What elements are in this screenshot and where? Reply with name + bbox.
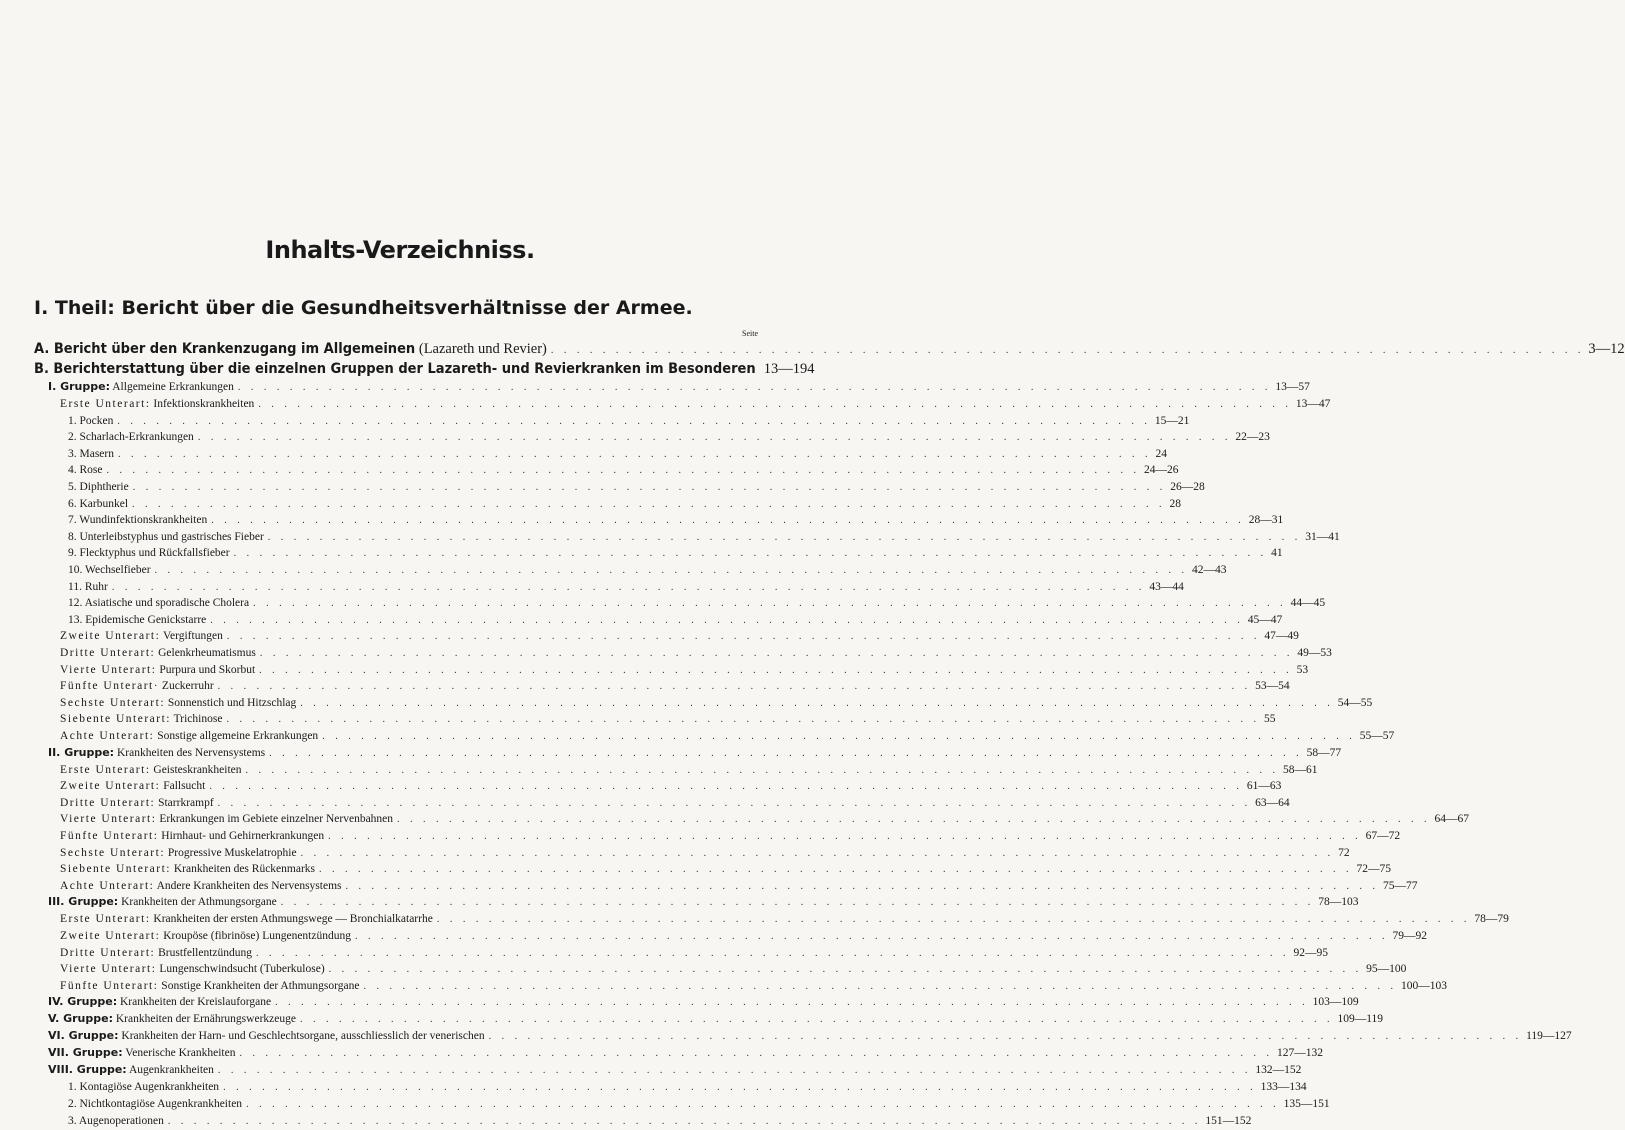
toc-entry	[0, 845, 1350, 861]
toc-entry-label	[60, 762, 242, 778]
toc-entry	[0, 359, 815, 379]
toc-entry-label	[68, 512, 207, 528]
toc-entry-prefix: Fünfte Unterart·	[60, 680, 160, 693]
toc-entry-prefix: II. Gruppe:	[48, 745, 115, 759]
dot-leader: . . . . . . . . . . . . . . . . . . . . . . . . . . . . . . . . . . . . . . . . . . . . . . . . . . . . . . . . . . . . . . . . . . . . . . . . . . . . . . . .	[245, 764, 1280, 776]
toc-entry-pages: 13—47	[1295, 398, 1331, 410]
toc-entry-pages: 43—44	[1149, 580, 1184, 593]
toc-entry-pages: 53	[1296, 663, 1309, 676]
toc-entry-label	[68, 529, 264, 545]
toc-entry-prefix: 1.	[68, 414, 77, 427]
toc-entry-label	[68, 579, 108, 595]
toc-entry-prefix: Vierte Unterart:	[60, 663, 157, 676]
dot-leader: . . . . . . . . . . . . . . . . . . . . . . . . . . . . . . . . . . . . . . . . . . . . . . . . . . . . . . . . . . . . . . . . . . . . . . . . . . . . . . . .	[217, 681, 1252, 693]
dot-leader: . . . . . . . . . . . . . . . . . . . . . . . . . . . . . . . . . . . . . . . . . . . . . . . . . . . . . . . . . . . . . . . . . . . . . . . . . . . . . . . .	[246, 1099, 1280, 1110]
toc-entry-text: Purpura und Skorbut	[159, 663, 256, 676]
dot-leader: . . . . . . . . . . . . . . . . . . . . . . . . . . . . . . . . . . . . . . . . . . . . . . . . . . . . . . . . . . . . . . . . . . . . . . . . . . . . . . . .	[397, 814, 1431, 826]
toc-entry	[0, 479, 1205, 495]
toc-entry-prefix: A. Bericht über den Krankenzugang im Allgemeinen	[34, 341, 416, 357]
toc-entry-prefix: 8.	[68, 530, 77, 543]
toc-entry-pages: 132—152	[1255, 1064, 1302, 1077]
dot-leader: . . . . . . . . . . . . . . . . . . . . . . . . . . . . . . . . . . . . . . . . . . . . . . . . . . . . . . . . . . . . . . . . . . . . . . . . . . . . . . . .	[259, 664, 1293, 676]
dot-leader: . . . . . . . . . . . . . . . . . . . . . . . . . . . . . . . . . . . . . . . . . . . . . . . . . . . . . . . . . . . . . . . . . . . . . . . . . . . . . . . .	[226, 714, 1260, 726]
toc-entry-pages: 13—194	[763, 361, 815, 377]
toc-entry-label	[60, 811, 393, 827]
toc-entry-text: Nichtkontagiöse Augenkrankheiten	[79, 1098, 243, 1110]
toc-entry-prefix: Vierte Unterart:	[60, 813, 157, 826]
toc-entry-text: Sonstige Krankheiten der Athmungsorgane	[161, 979, 360, 992]
toc-entry-text: Unterleibstyphus und gastrisches Fieber	[79, 530, 264, 543]
dot-leader: . . . . . . . . . . . . . . . . . . . . . . . . . . . . . . . . . . . . . . . . . . . . . . . . . . . . . . . . . . . . . . . . . . . . . . . . . . . . . . . .	[217, 797, 1252, 809]
toc-entry-text: Karbunkel	[79, 497, 129, 510]
toc-entry-pages: 26—28	[1170, 481, 1205, 493]
dot-leader: . . . . . . . . . . . . . . . . . . . . . . . . . . . . . . . . . . . . . . . . . . . . . . . . . . . . . . . . . . . . . . . . . . . . . . . . . . . . . . . .	[167, 1115, 1202, 1127]
dot-leader: . . . . . . . . . . . . . . . . . . . . . . . . . . . . . . . . . . . . . . . . . . . . . . . . . . . . . . . . . . . . . . . . . . . . . . . . . . . . . . . .	[436, 914, 1471, 926]
toc-entry	[0, 678, 1290, 694]
toc-entry-text: Scharlach-Erkrankungen	[79, 431, 194, 444]
toc-entry	[0, 778, 1282, 794]
dot-leader: . . . . . . . . . . . . . . . . . . . . . . . . . . . . . . . . . . . . . . . . . . . . . . . . . . . . . . . . . . . . . . . . . . . . . . . . . . . . . . . .	[267, 531, 1302, 543]
toc-entry-label	[60, 945, 252, 961]
dot-leader: . . . . . . . . . . . . . . . . . . . . . . . . . . . . . . . . . . . . . . . . . . . . . . . . . . . . . . . . . . . . . . . . . . . . . . . . . . . . . . . .	[106, 465, 1140, 477]
toc-entry-label	[68, 545, 230, 561]
toc-entry-text: Vergiftungen	[162, 630, 223, 643]
toc-entry-label	[60, 845, 297, 861]
toc-entry-label	[60, 662, 255, 678]
toc-entry-text: Ruhr	[84, 580, 108, 593]
toc-entry-label	[48, 994, 271, 1010]
toc-entry	[0, 928, 1427, 944]
toc-entry-text: Hirnhaut- und Gehirnerkrankungen	[161, 830, 325, 842]
toc-entry-prefix: Fünfte Unterart:	[60, 830, 159, 842]
toc-entry-pages: 55	[1263, 713, 1276, 726]
toc-entry-pages: 67—72	[1365, 830, 1401, 842]
toc-entry-label	[60, 695, 296, 711]
toc-entry-text: Kroupöse (fibrinöse) Lungenentzündung	[163, 930, 351, 942]
toc-entry-label	[68, 496, 128, 512]
toc-entry-prefix: Zweite Unterart:	[60, 780, 161, 793]
toc-entry-pages: 49—53	[1297, 647, 1332, 659]
toc-entry-prefix: Zweite Unterart:	[60, 630, 161, 643]
toc-entry	[0, 529, 1340, 545]
toc-entry	[0, 961, 1407, 977]
toc-entry-text: Brustfellentzündung	[158, 946, 252, 959]
toc-entry-pages: 75—77	[1383, 879, 1418, 892]
toc-entry-pages: 58—77	[1306, 746, 1342, 759]
toc-entry-text: (Lazareth und Revier)	[418, 341, 547, 357]
toc-entry	[0, 339, 1625, 359]
toc-entry-prefix: III. Gruppe:	[48, 895, 119, 909]
toc-entry	[0, 512, 1284, 528]
toc-entry-label	[68, 446, 114, 462]
dot-leader: . . . . . . . . . . . . . . . . . . . . . . . . . . . . . . . . . . . . . . . . . . . . . . . . . . . . . . . . . . . . . . . . . . . . . . . . . . . . . . . .	[256, 947, 1290, 959]
toc-entry-prefix: Siebente Unterart:	[60, 863, 171, 876]
toc-entry	[0, 711, 1276, 727]
toc-entry-pages: 133—134	[1260, 1081, 1307, 1094]
toc-entry	[0, 446, 1167, 462]
toc-entry-pages: 55—57	[1359, 730, 1395, 742]
toc-entry-label	[60, 645, 256, 661]
toc-entry-prefix: V. Gruppe:	[48, 1012, 113, 1026]
dot-leader: . . . . . . . . . . . . . . . . . . . . . . . . . . . . . . . . . . . . . . . . . . . . . . . . . . . . . . . . . . . . . . . . . . . . . . . . . . . . . . . .	[328, 964, 1363, 976]
toc-entry-label	[60, 678, 214, 694]
toc-entry-prefix: 1.	[68, 1081, 77, 1094]
dot-leader: . . . . . . . . . . . . . . . . . . . . . . . . . . . . . . . . . . . . . . . . . . . . . . . . . . . . . . . . . . . . . . . . . . . . . . . . . . . . . . . .	[223, 1082, 1257, 1094]
toc-entry-label	[60, 728, 318, 744]
toc-entry-pages: 92—95	[1293, 946, 1328, 959]
toc-entry-text: Progressive Muskelatrophie	[167, 846, 297, 859]
toc-entry-pages: 24	[1155, 447, 1167, 460]
toc-entry	[0, 628, 1299, 644]
dot-leader: . . . . . . . . . . . . . . . . . . . . . . . . . . . . . . . . . . . . . . . . . . . . . . . . . . . . . . . . . . . . . . . . . . . . . . . . . . . . . . . .	[550, 345, 1585, 356]
toc-entry-text: Infektionskrankheiten	[153, 398, 255, 410]
toc-entry-text: Krankheiten der ersten Athmungswege — Bronchialkatarrhe	[153, 913, 433, 926]
toc-entry-pages: 72—75	[1356, 863, 1392, 876]
dot-leader: . . . . . . . . . . . . . . . . . . . . . . . . . . . . . . . . . . . . . . . . . . . . . . . . . . . . . . . . . . . . . . . . . . . . . . . . . . . . . . . .	[197, 432, 1232, 444]
dot-leader: . . . . . . . . . . . . . . . . . . . . . . . . . . . . . . . . . . . . . . . . . . . . . . . . . . . . . . . . . . . . . . . . . . . . . . . . . . . . . . . .	[154, 565, 1189, 576]
toc-entry-label	[68, 1096, 242, 1112]
toc-entry-pages: 28—31	[1248, 514, 1284, 527]
dot-leader: . . . . . . . . . . . . . . . . . . . . . . . . . . . . . . . . . . . . . . . . . . . . . . . . . . . . . . . . . . . . . . . . . . . . . . . . . . . . . . . .	[345, 880, 1379, 892]
toc-entry	[0, 1079, 1307, 1095]
toc-entry-pages: 42—43	[1192, 564, 1227, 576]
toc-entry-pages: 3—12	[1588, 341, 1625, 357]
toc-entry-prefix: 3.	[68, 1114, 77, 1127]
toc-entry-prefix: 3.	[68, 447, 77, 460]
dot-leader: . . . . . . . . . . . . . . . . . . . . . . . . . . . . . . . . . . . . . . . . . . . . . . . . . . . . . . . . . . . . . . . . . . . . . . . . . . . . . . . .	[319, 864, 1353, 876]
toc-entry-text: Krankheiten des Rückenmarks	[173, 863, 316, 876]
toc-entry-text: Fallsucht	[163, 780, 206, 793]
toc-entry	[0, 994, 1359, 1010]
toc-entry-label	[60, 628, 223, 644]
toc-entry-label	[68, 479, 129, 495]
dot-leader: . . . . . . . . . . . . . . . . . . . . . . . . . . . . . . . . . . . . . . . . . . . . . . . . . . . . . . . . . . . . . . . . . . . . . . . . . . . . . . . .	[237, 382, 1272, 393]
toc-entry-label	[60, 828, 324, 844]
dot-leader: . . . . . . . . . . . . . . . . . . . . . . . . . . . . . . . . . . . . . . . . . . . . . . . . . . . . . . . . . . . . . . . . . . . . . . . . . . . . . . . .	[354, 931, 1389, 942]
toc-entry-text: Allgemeine Erkrankungen	[112, 381, 234, 393]
toc-entry-text: Krankheiten des Nervensystems	[116, 746, 266, 759]
toc-entry-text: Venerische Krankheiten	[125, 1047, 236, 1060]
toc-entry	[0, 462, 1179, 478]
toc-entry-label	[60, 396, 254, 412]
toc-entry-label	[68, 413, 113, 429]
toc-entry-text: Andere Krankheiten des Nervensystems	[156, 879, 342, 892]
toc-entry-text: Krankheiten der Ernährungswerkzeuge	[115, 1013, 296, 1026]
toc-entry-label	[60, 778, 205, 794]
dot-leader: . . . . . . . . . . . . . . . . . . . . . . . . . . . . . . . . . . . . . . . . . . . . . . . . . . . . . . . . . . . . . . . . . . . . . . . . . . . . . . . .	[363, 980, 1397, 992]
dot-leader: . . . . . . . . . . . . . . . . . . . . . . . . . . . . . . . . . . . . . . . . . . . . . . . . . . . . . . . . . . . . . . . . . . . . . . . . . . . . . . . .	[300, 697, 1334, 709]
toc-entry-prefix: 11.	[68, 580, 82, 593]
toc-entry-pages: 44—45	[1290, 597, 1326, 610]
part-heading: I. Theil: Bericht über die Gesundheitsverhältnisse der Armee.	[34, 297, 693, 319]
toc-entry-prefix: 2.	[68, 431, 77, 444]
toc-entry	[0, 1028, 1572, 1044]
toc-entry-pages: 53—54	[1255, 680, 1290, 693]
toc-entry-prefix: Dritte Unterart:	[60, 647, 156, 659]
toc-entry-prefix: VI. Gruppe:	[48, 1029, 119, 1043]
toc-entry	[0, 379, 1310, 395]
toc-entry-pages: 22—23	[1235, 431, 1270, 444]
toc-entry	[0, 1113, 1252, 1129]
toc-entry-pages: 63—64	[1255, 796, 1290, 809]
toc-entry-pages: 45—47	[1247, 613, 1283, 626]
toc-entry-pages: 103—109	[1312, 996, 1359, 1009]
toc-entry-prefix: Erste Unterart:	[60, 763, 151, 776]
toc-entry-label	[60, 961, 325, 977]
dot-leader: . . . . . . . . . . . . . . . . . . . . . . . . . . . . . . . . . . . . . . . . . . . . . . . . . . . . . . . . . . . . . . . . . . . . . . . . . . . . . . . .	[299, 1014, 1334, 1026]
dot-leader: . . . . . . . . . . . . . . . . . . . . . . . . . . . . . . . . . . . . . . . . . . . . . . . . . . . . . . . . . . . . . . . . . . . . . . . . . . . . . . . .	[280, 897, 1315, 909]
toc-entry-prefix: 9.	[68, 547, 77, 560]
dot-leader: . . . . . . . . . . . . . . . . . . . . . . . . . . . . . . . . . . . . . . . . . . . . . . . . . . . . . . . . . . . . . . . . . . . . . . . . . . . . . . . .	[211, 515, 1245, 527]
dot-leader: . . . . . . . . . . . . . . . . . . . . . . . . . . . . . . . . . . . . . . . . . . . . . . . . . . . . . . . . . . . . . . . . . . . . . . . . . . . . . . . .	[233, 548, 1268, 560]
toc-entry-label	[48, 1045, 235, 1061]
toc-entry-text: Gelenkrheumatismus	[158, 647, 256, 659]
toc-entry-pages: 135—151	[1283, 1098, 1330, 1110]
page-title: Inhalts-Verzeichniss.	[265, 236, 535, 264]
dot-leader: . . . . . . . . . . . . . . . . . . . . . . . . . . . . . . . . . . . . . . . . . . . . . . . . . . . . . . . . . . . . . . . . . . . . . . . . . . . . . . . .	[132, 482, 1167, 493]
toc-entry-text: Sonnenstich und Hitzschlag	[167, 696, 297, 709]
toc-entry-text: Diphtherie	[79, 481, 129, 493]
toc-entry-label	[60, 911, 433, 927]
toc-entry-label	[68, 595, 249, 611]
toc-entry	[0, 811, 1470, 827]
dot-leader: . . . . . . . . . . . . . . . . . . . . . . . . . . . . . . . . . . . . . . . . . . . . . . . . . . . . . . . . . . . . . . . . . . . . . . . . . . . . . . . .	[269, 747, 1303, 759]
toc-entry-text: Rose	[79, 464, 103, 477]
toc-entry-text: Krankheiten der Athmungsorgane	[121, 896, 277, 909]
toc-entry-text: Flecktyphus und Rückfallsfieber	[79, 547, 230, 560]
toc-entry-prefix: B. Berichterstattung über die einzelnen Gruppen der Lazareth- und Revierkranken im Besonderen	[34, 361, 756, 377]
toc-entry-prefix: Sechste Unterart:	[60, 696, 166, 709]
toc-entry-pages: 64—67	[1434, 813, 1470, 826]
toc-entry-pages: 41	[1271, 547, 1283, 560]
toc-entry-text: Starrkrampf	[158, 796, 214, 809]
toc-entry-prefix: 4.	[68, 464, 77, 477]
toc-entry-text: Krankheiten der Harn- und Geschlechtsorgane, ausschliesslich der venerischen	[121, 1030, 485, 1043]
toc-entry	[0, 429, 1270, 445]
toc-entry	[0, 762, 1318, 778]
toc-entry-label	[68, 429, 194, 445]
toc-entry	[0, 413, 1190, 429]
toc-entry	[0, 945, 1328, 961]
toc-entry-label	[68, 562, 151, 578]
toc-entry-prefix: Erste Unterart:	[60, 398, 151, 410]
toc-entry-pages: 79—92	[1392, 930, 1427, 942]
dot-leader: . . . . . . . . . . . . . . . . . . . . . . . . . . . . . . . . . . . . . . . . . . . . . . . . . . . . . . . . . . . . . . . . . . . . . . . . . . . . . . . .	[275, 997, 1309, 1009]
toc-entry	[0, 728, 1395, 744]
toc-entry-pages: 15—21	[1154, 414, 1190, 427]
toc-entry	[0, 1062, 1302, 1078]
dot-leader: . . . . . . . . . . . . . . . . . . . . . . . . . . . . . . . . . . . . . . . . . . . . . . . . . . . . . . . . . . . . . . . . . . . . . . . . . . . . . . . .	[118, 448, 1152, 460]
toc-entry-label	[60, 861, 315, 877]
toc-entry	[0, 562, 1227, 578]
toc-entry-label	[60, 878, 342, 894]
toc-entry-text: Pocken	[79, 414, 114, 427]
toc-entry	[0, 894, 1359, 910]
toc-entry-prefix: 7.	[68, 514, 77, 527]
toc-entry-label	[60, 928, 351, 944]
toc-entry-prefix: IV. Gruppe:	[48, 995, 118, 1009]
toc-entry-label	[68, 1113, 164, 1129]
dot-leader: . . . . . . . . . . . . . . . . . . . . . . . . . . . . . . . . . . . . . . . . . . . . . . . . . . . . . . . . . . . . . . . . . . . . . . . . . . . . . . . .	[488, 1031, 1523, 1043]
toc-entry-prefix: Zweite Unterart:	[60, 930, 161, 942]
toc-entry	[0, 795, 1290, 811]
dot-leader: . . . . . . . . . . . . . . . . . . . . . . . . . . . . . . . . . . . . . . . . . . . . . . . . . . . . . . . . . . . . . . . . . . . . . . . . . . . . . . . .	[253, 598, 1287, 610]
toc-entry-prefix: VIII. Gruppe:	[48, 1063, 127, 1077]
toc-entry-pages: 28	[1169, 497, 1182, 510]
toc-entry	[0, 828, 1401, 844]
toc-entry	[0, 861, 1392, 877]
toc-entry-text: Trichinose	[173, 713, 223, 726]
toc-entry-prefix: 2.	[68, 1098, 77, 1110]
dot-leader: . . . . . . . . . . . . . . . . . . . . . . . . . . . . . . . . . . . . . . . . . . . . . . . . . . . . . . . . . . . . . . . . . . . . . . . . . . . . . . . .	[258, 399, 1292, 410]
toc-entry-label	[48, 379, 234, 395]
toc-entry-text: Wechselfieber	[85, 564, 151, 576]
toc-entry-label	[68, 462, 103, 478]
toc-entry-prefix: Dritte Unterart:	[60, 796, 156, 809]
dot-leader: . . . . . . . . . . . . . . . . . . . . . . . . . . . . . . . . . . . . . . . . . . . . . . . . . . . . . . . . . . . . . . . . . . . . . . . . . . . . . . . .	[217, 1065, 1252, 1077]
toc-entry-text: Asiatische und sporadische Cholera	[84, 597, 250, 610]
dot-leader: . . . . . . . . . . . . . . . . . . . . . . . . . . . . . . . . . . . . . . . . . . . . . . . . . . . . . . . . . . . . . . . . . . . . . . . . . . . . . . . .	[117, 415, 1151, 427]
page-column-label: Seite	[742, 329, 758, 338]
toc-entry	[0, 545, 1283, 561]
toc-entry-text: Augenoperationen	[78, 1114, 164, 1127]
toc-entry-prefix: VII. Gruppe:	[48, 1046, 123, 1060]
toc-entry-prefix: Vierte Unterart:	[60, 963, 157, 976]
toc-entry-prefix: 10.	[68, 564, 83, 576]
toc-entry-pages: 151—152	[1205, 1114, 1252, 1127]
toc-entry-text: Krankheiten der Kreislauforgane	[119, 996, 272, 1009]
dot-leader: . . . . . . . . . . . . . . . . . . . . . . . . . . . . . . . . . . . . . . . . . . . . . . . . . . . . . . . . . . . . . . . . . . . . . . . . . . . . . . . .	[328, 831, 1362, 842]
toc-entry-text: Kontagiöse Augenkrankheiten	[79, 1081, 220, 1094]
toc-entry-prefix: Dritte Unterart:	[60, 946, 156, 959]
toc-entry-pages: 58—61	[1283, 763, 1318, 776]
toc-entry	[0, 911, 1509, 927]
dot-leader: . . . . . . . . . . . . . . . . . . . . . . . . . . . . . . . . . . . . . . . . . . . . . . . . . . . . . . . . . . . . . . . . . . . . . . . . . . . . . . . .	[210, 614, 1244, 626]
toc-entry-text: Epidemische Genickstarre	[85, 613, 207, 626]
toc-entry	[0, 1011, 1384, 1027]
toc-entry-text: Masern	[79, 447, 114, 460]
toc-entry-text: Zuckerruhr	[161, 680, 214, 693]
toc-entry	[0, 695, 1373, 711]
toc-entry-label	[48, 894, 277, 910]
toc-entry	[0, 396, 1331, 412]
toc-entry	[0, 1045, 1323, 1061]
toc-entry-prefix: 6.	[68, 497, 77, 510]
toc-entry-text: Sonstige allgemeine Erkrankungen	[157, 730, 319, 742]
toc-entry-prefix: 13.	[68, 613, 83, 626]
toc-entry	[0, 496, 1182, 512]
toc-entry-label	[60, 711, 222, 727]
toc-entry-label	[34, 339, 547, 359]
toc-entry-pages: 109—119	[1337, 1013, 1384, 1026]
toc-entry-pages: 13—57	[1275, 381, 1310, 393]
dot-leader: . . . . . . . . . . . . . . . . . . . . . . . . . . . . . . . . . . . . . . . . . . . . . . . . . . . . . . . . . . . . . . . . . . . . . . . . . . . . . . . .	[111, 581, 1146, 593]
toc-entry-pages: 47—49	[1264, 630, 1299, 643]
toc-entry	[0, 662, 1309, 678]
toc-entry-text: Augenkrankheiten	[128, 1064, 214, 1077]
toc-entry-text: Erkrankungen im Gebiete einzelner Nervenbahnen	[159, 813, 394, 826]
toc-entry-prefix: Erste Unterart:	[60, 913, 151, 926]
toc-entry	[0, 878, 1418, 894]
toc-entry-text: Wundinfektionskrankheiten	[79, 514, 208, 527]
toc-entry-pages: 61—63	[1246, 780, 1282, 793]
dot-leader: . . . . . . . . . . . . . . . . . . . . . . . . . . . . . . . . . . . . . . . . . . . . . . . . . . . . . . . . . . . . . . . . . . . . . . . . . . . . . . . .	[322, 731, 1356, 742]
toc-entry	[0, 579, 1184, 595]
toc-entry-prefix: Fünfte Unterart:	[60, 979, 159, 992]
toc-entry-label	[48, 1062, 214, 1078]
toc-entry-label	[34, 359, 756, 379]
toc-entry-pages: 127—132	[1276, 1047, 1323, 1060]
toc-entry-prefix: 5.	[68, 481, 77, 493]
dot-leader: . . . . . . . . . . . . . . . . . . . . . . . . . . . . . . . . . . . . . . . . . . . . . . . . . . . . . . . . . . . . . . . . . . . . . . . . . . . . . . . .	[300, 847, 1335, 859]
toc-entry	[0, 595, 1326, 611]
toc-entry-label	[48, 1011, 296, 1027]
toc-entry	[0, 745, 1342, 761]
dot-leader: . . . . . . . . . . . . . . . . . . . . . . . . . . . . . . . . . . . . . . . . . . . . . . . . . . . . . . . . . . . . . . . . . . . . . . . . . . . . . . . .	[259, 648, 1294, 659]
dot-leader: . . . . . . . . . . . . . . . . . . . . . . . . . . . . . . . . . . . . . . . . . . . . . . . . . . . . . . . . . . . . . . . . . . . . . . . . . . . . . . . .	[239, 1048, 1273, 1060]
toc-entry-pages: 100—103	[1400, 979, 1447, 992]
toc-entry	[0, 645, 1332, 661]
toc-entry-pages: 31—41	[1305, 530, 1340, 543]
toc-entry-label	[60, 795, 214, 811]
dot-leader: . . . . . . . . . . . . . . . . . . . . . . . . . . . . . . . . . . . . . . . . . . . . . . . . . . . . . . . . . . . . . . . . . . . . . . . . . . . . . . . .	[209, 781, 1243, 793]
toc-entry	[0, 978, 1447, 994]
toc-entry-pages: 119—127	[1526, 1030, 1572, 1043]
toc-entry-text: Geisteskrankheiten	[153, 763, 242, 776]
toc-entry-pages: 72	[1338, 846, 1350, 859]
toc-entry-prefix: Achte Unterart:	[60, 879, 155, 892]
toc-entry-prefix: Sechste Unterart:	[60, 846, 166, 859]
toc-entry-label	[60, 978, 359, 994]
toc-entry-text: Lungenschwindsucht (Tuberkulose)	[159, 963, 325, 976]
toc-entry-pages: 54—55	[1337, 696, 1373, 709]
dot-leader: . . . . . . . . . . . . . . . . . . . . . . . . . . . . . . . . . . . . . . . . . . . . . . . . . . . . . . . . . . . . . . . . . . . . . . . . . . . . . . . .	[226, 631, 1261, 643]
toc-entry-label	[68, 1079, 219, 1095]
toc-entry-pages: 24—26	[1144, 464, 1179, 477]
toc-entry	[0, 612, 1283, 628]
toc-entry-prefix: Achte Unterart:	[60, 730, 155, 742]
toc-entry-label	[68, 612, 206, 628]
toc-entry-label	[48, 745, 265, 761]
toc-entry	[0, 1096, 1330, 1112]
toc-entry-pages: 95—100	[1366, 963, 1407, 976]
toc-entry-prefix: I. Gruppe:	[48, 380, 110, 393]
toc-entry-label	[48, 1028, 485, 1044]
toc-entry-pages: 78—79	[1474, 913, 1509, 926]
toc-entry-pages: 78—103	[1318, 896, 1359, 909]
toc-entry-prefix: 12.	[68, 597, 83, 610]
dot-leader: . . . . . . . . . . . . . . . . . . . . . . . . . . . . . . . . . . . . . . . . . . . . . . . . . . . . . . . . . . . . . . . . . . . . . . . . . . . . . . . .	[132, 498, 1166, 510]
toc-entry-prefix: Siebente Unterart:	[60, 713, 171, 726]
